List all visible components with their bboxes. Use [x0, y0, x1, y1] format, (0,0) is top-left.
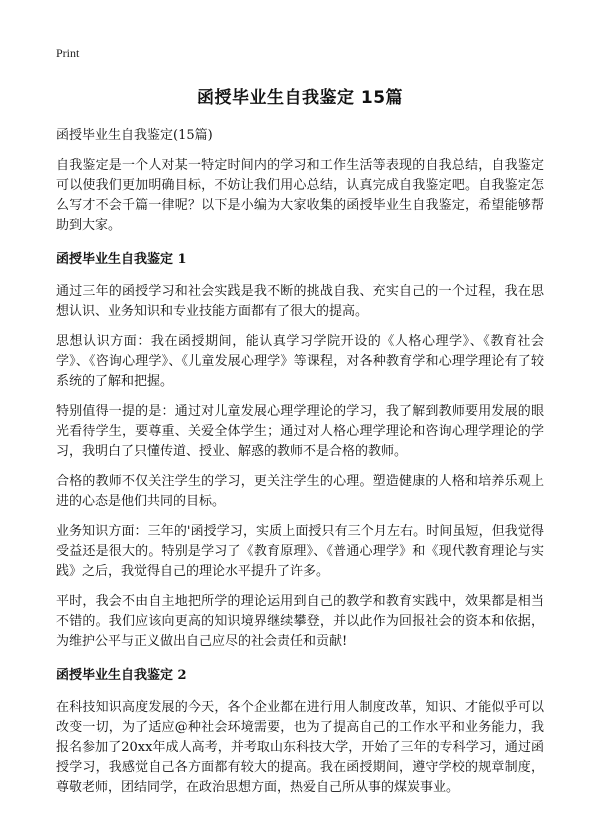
document-subtitle: 函授毕业生自我鉴定(15篇) — [56, 128, 213, 143]
paragraph: 思想认识方面：我在函授期间，能认真学习学院开设的《人格心理学》、《教育社会学》、《咨询心理学》、《儿童发展心理学》等课程，对各种教育学和心理学理论有了较系统的了解和把握。 — [56, 334, 544, 389]
section-1 — [56, 250, 544, 652]
paragraph: 平时，我会不由自主地把所学的理论运用到自己的教学和教育实践中，效果都是相当不错的。我们应该向更高的知识境界继续攀登，并以此作为回报社会的资本和依据，为维护公平与正义做出自己应尽的社会责任和贡献! — [56, 594, 544, 649]
section-heading: 函授毕业生自我鉴定 2 — [56, 668, 187, 683]
print-link[interactable]: Print — [56, 46, 80, 60]
paragraph: 在科技知识高度发展的今天，各个企业都在进行用人制度改革，知识、才能似乎可以改变一切，为了适应@种社会环境需要，也为了提高自己的工作水平和业务能力，我报名参加了20xx年成人高考，并考取山东科技大学，开始了三年的专科学习，通过函授学习，我感觉自己各方面都有较大的提高。我在函授期间，遵守学校的规章制度，尊敬老师，团结同学，在政治思想方面，热爱自己所从事的煤炭事业。 — [56, 700, 544, 795]
section-heading: 函授毕业生自我鉴定 1 — [56, 252, 187, 267]
intro-paragraph: 自我鉴定是一个人对某一特定时间内的学习和工作生活等表现的自我总结，自我鉴定可以使我们更加明确目标，不妨让我们用心总结，认真完成自我鉴定吧。自我鉴定怎么写才不会千篇一律呢？以下是小编为大家收集的函授毕业生自我鉴定，希望能够帮助到大家。 — [56, 158, 544, 233]
paragraph: 业务知识方面：三年的'函授学习，实质上面授只有三个月左右。时间虽短，但我觉得受益还是很大的。特别是学习了《教育原理》、《普通心理学》和《现代教育理论与实践》之后，我觉得自己的理论水平提升了许多。 — [56, 524, 544, 579]
section-2 — [56, 666, 544, 798]
paragraph: 通过三年的函授学习和社会实践是我不断的挑战自我、充实自己的一个过程，我在思想认识、业务知识和专业技能方面都有了很大的提高。 — [56, 284, 544, 319]
paragraph: 合格的教师不仅关注学生的学习，更关注学生的心理。塑造健康的人格和培养乐观上进的心态是他们共同的目标。 — [56, 474, 544, 509]
paragraph: 特别值得一提的是：通过对儿童发展心理学理论的学习，我了解到教师要用发展的眼光看待学生，要尊重、关爱全体学生；通过对人格心理学理论和咨询心理学理论的学习，我明白了只懂传道、授业、解惑的教师不是合格的教师。 — [56, 404, 544, 459]
page-title: 函授毕业生自我鉴定 15篇 — [196, 88, 404, 108]
